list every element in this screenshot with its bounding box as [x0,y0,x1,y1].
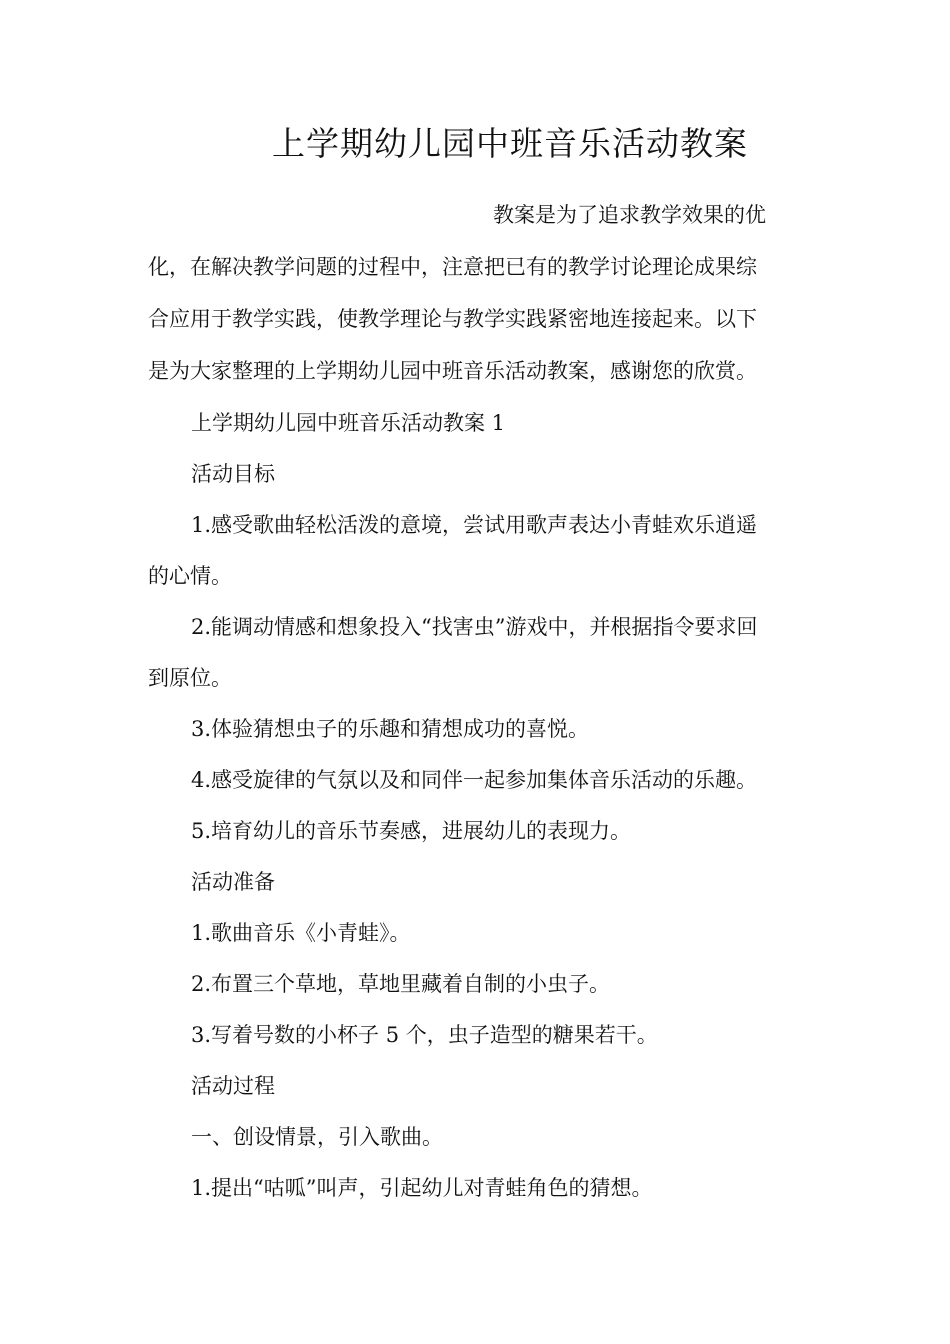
goal-3: 3.体验猜想虫子的乐趣和猜想成功的喜悦。 [191,717,590,741]
prep-item-3: 3.写着号数的小杯子 5 个，虫子造型的糖果若干。 [191,1023,658,1047]
intro-line-2: 化，在解决教学问题的过程中，注意把已有的教学讨论理论成果综 [148,255,757,279]
intro-line-3: 合应用于教学实践，使教学理论与教学实践紧密地连接起来。以下 [148,307,757,331]
goal-2-line-1: 2.能调动情感和想象投入“找害虫”游戏中，并根据指令要求回 [191,615,758,639]
goal-5: 5.培育幼儿的音乐节奏感，进展幼儿的表现力。 [191,819,632,843]
goal-1-line-2: 的心情。 [148,564,232,588]
prep-heading: 活动准备 [191,870,275,894]
goal-4: 4.感受旋律的气氛以及和同伴一起参加集体音乐活动的乐趣。 [191,768,758,792]
goals-heading: 活动目标 [191,462,275,486]
prep-item-2: 2.布置三个草地，草地里藏着自制的小虫子。 [191,972,611,996]
intro-line-4: 是为大家整理的上学期幼儿园中班音乐活动教案，感谢您的欣赏。 [148,359,757,383]
goal-1-line-1: 1.感受歌曲轻松活泼的意境，尝试用歌声表达小青蛙欢乐逍遥 [191,513,758,537]
prep-item-1: 1.歌曲音乐《小青蛙》。 [191,921,411,945]
process-step-1: 一、创设情景，引入歌曲。 [191,1125,443,1149]
section-title: 上学期幼儿园中班音乐活动教案 1 [191,411,506,435]
process-step-1-1: 1.提出“咕呱”叫声，引起幼儿对青蛙角色的猜想。 [191,1176,653,1200]
goal-2-line-2: 到原位。 [148,666,232,690]
process-heading: 活动过程 [191,1074,275,1098]
intro-line-1: 教案是为了追求教学效果的优 [493,203,766,227]
document-title: 上学期幼儿园中班音乐活动教案 [272,124,748,163]
